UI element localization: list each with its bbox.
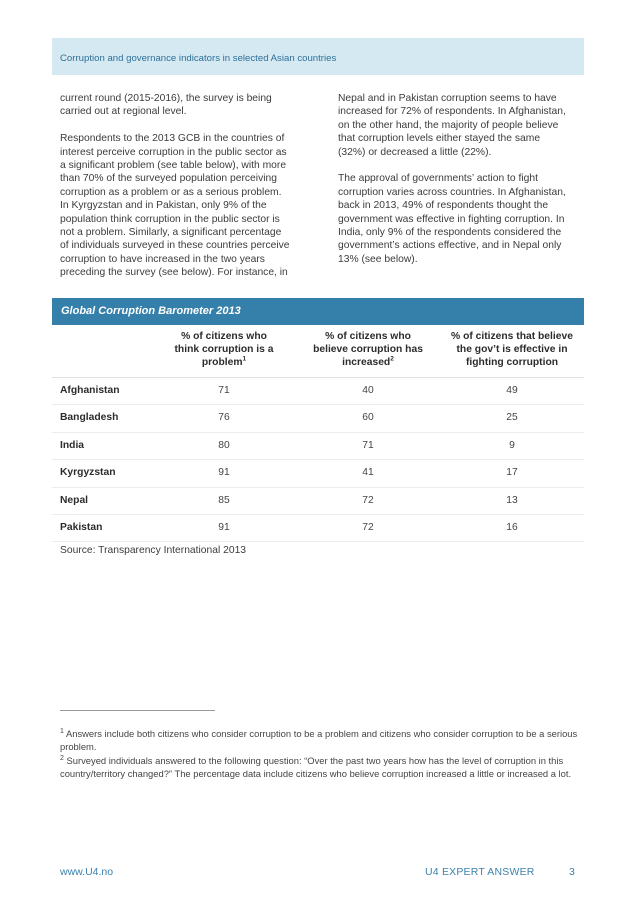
- table-cell: 60: [362, 412, 374, 424]
- table-cell: 13: [506, 494, 518, 506]
- footnote-number: 2: [60, 754, 64, 762]
- footnote-number: 1: [60, 727, 64, 735]
- paragraph: Nepal and in Pakistan corruption seems to have increased for 72% of respondents. In Afghanistan, on the other hand, the majority of people believe that corruption levels either stayed the same (32%) or decreased a little (22%).: [338, 93, 566, 158]
- table-cell: 91: [218, 467, 230, 479]
- paragraph: The approval of governments’ action to fight corruption varies across countries. In Afghanistan, back in 2013, 49% of respondents thought the government was effective in fighting corruption. In India, only 9% of the respondents considered the government’s actions effective, and in Nepal only 13% (see below).: [338, 173, 566, 265]
- table-cell: 72: [362, 494, 374, 506]
- table-cell: 76: [218, 412, 230, 424]
- gcb-table: [52, 298, 584, 556]
- right-column: [338, 92, 586, 266]
- row-country: India: [60, 439, 85, 451]
- table-header-row: [52, 325, 584, 378]
- header-line: % of citizens who: [181, 331, 267, 342]
- footer-label: U4 EXPERT ANSWER: [425, 866, 535, 878]
- header-line: think corruption is a: [174, 344, 274, 355]
- header-line: the gov’t is effective in: [456, 344, 568, 355]
- row-country: Nepal: [60, 494, 89, 506]
- paragraph: current round (2015-2016), the survey is being carried out at regional level.: [60, 93, 272, 118]
- page-number: 3: [569, 866, 575, 878]
- footnote-divider: [60, 710, 215, 711]
- table-row: [52, 460, 584, 487]
- table-cell: 25: [506, 412, 518, 424]
- header-line: increased: [342, 357, 391, 368]
- footnote-ref[interactable]: 1: [242, 355, 247, 363]
- row-country: Afghanistan: [60, 385, 120, 396]
- header-line: % of citizens that believe: [451, 331, 573, 342]
- table-cell: 49: [506, 385, 518, 396]
- table-cell: 17: [506, 467, 518, 479]
- footnote: [60, 754, 580, 781]
- footnotes: [60, 727, 580, 781]
- table-cell: 72: [362, 521, 374, 533]
- footnote: [60, 727, 580, 754]
- footnote-text: Answers include both citizens who consider corruption to be a problem and citizens who consider corruption to be a serious problem.: [60, 728, 578, 753]
- table-cell: 40: [362, 385, 374, 396]
- left-column: [60, 92, 310, 280]
- table-cell: 16: [506, 521, 518, 533]
- table-title: Global Corruption Barometer 2013: [52, 298, 584, 325]
- header-title: Corruption and governance indicators in selected Asian countries: [60, 53, 337, 64]
- paragraph: Respondents to the 2013 GCB in the countries of interest perceive corruption in the public sector as a significant problem (see table below), with more than 70% of the surveyed population perceiving corruption as a problem or as a serious problem. In Kyrgyzstan and in Pakistan, only 9% of the population think corruption in the public sector is not a problem. Similarly, a significant percentage of individuals surveyed in these countries perceive corruption to have increased in the two years preceding the survey (see below). For instance, in: [60, 133, 290, 279]
- table-cell: 91: [218, 521, 230, 533]
- table-cell: 41: [362, 467, 374, 479]
- header-line: % of citizens who: [325, 331, 411, 342]
- table-row: [52, 515, 584, 542]
- table-row: [52, 378, 584, 405]
- column-header: [296, 325, 440, 377]
- column-header: [152, 325, 296, 377]
- table-row: [52, 488, 584, 515]
- table-cell: 85: [218, 494, 230, 506]
- column-header: [440, 325, 584, 377]
- footer-link[interactable]: www.U4.no: [60, 866, 114, 878]
- table-cell: 9: [509, 439, 515, 451]
- row-country: Kyrgyzstan: [60, 467, 116, 479]
- footnote-text: Surveyed individuals answered to the following question: “Over the past two years how has the level of corruption in this country/territory changed?” The percentage data include citizens who believe corruption increased a little or increased a lot.: [60, 754, 572, 780]
- header-line: problem: [201, 357, 243, 368]
- row-country: Bangladesh: [60, 412, 119, 424]
- row-country: Pakistan: [60, 521, 103, 533]
- table-row: [52, 433, 584, 460]
- table-cell: 71: [362, 439, 374, 451]
- footnote-ref[interactable]: 2: [390, 355, 394, 363]
- header-line: believe corruption has: [313, 344, 423, 355]
- table-source: Source: Transparency International 2013: [60, 545, 247, 557]
- table-row: [52, 405, 584, 432]
- table-cell: 71: [218, 385, 230, 396]
- header-line: fighting corruption: [465, 357, 559, 368]
- table-header-empty: [52, 325, 152, 377]
- table-cell: 80: [218, 439, 230, 451]
- header-band: [52, 38, 584, 75]
